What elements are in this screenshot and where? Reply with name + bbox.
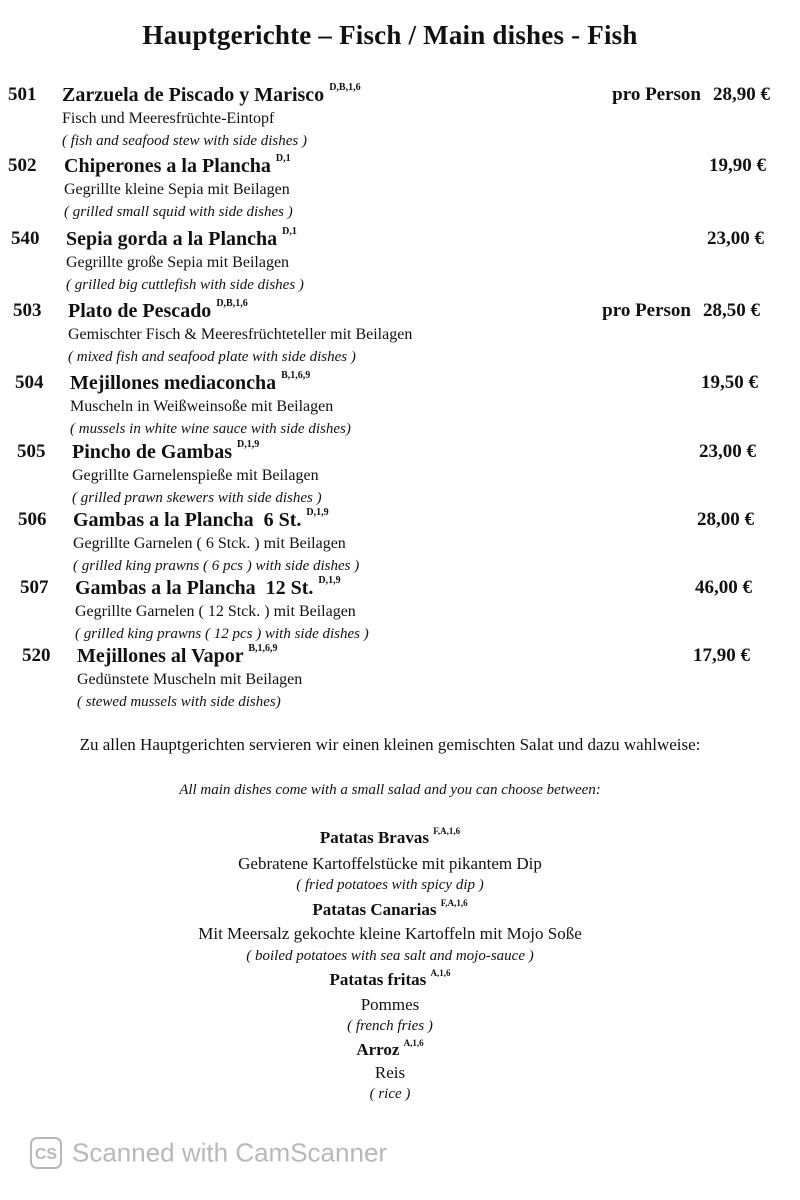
item-number: 502 [8,155,37,176]
item-price: 28,00 € [697,509,754,530]
allergen-codes: B,1,6,9 [248,643,278,655]
item-price: 23,00 € [699,441,756,462]
item-name: Mejillones mediaconcha $^{B,1,6,9}$ [70,370,311,394]
item-description-de: Gegrillte Garnelen ( 12 Stck. ) mit Beilagen [75,603,356,620]
item-description-de: Gegrillte große Sepia mit Beilagen [66,254,290,271]
item-number: 520 [22,645,51,666]
item-price: 17,90 € [693,645,750,666]
item-description-en: ( grilled king prawns ( 6 pcs ) with side dishes ) [73,558,360,574]
item-description-en: ( grilled big cuttlefish with side dishes ) [66,277,304,293]
side-dish-note-en: All main dishes come with a small salad and you can choose between: [179,782,601,798]
allergen-codes: D,1 [275,153,291,165]
item-description-en: ( grilled small squid with side dishes ) [64,204,293,220]
item-price: 46,00 € [695,577,752,598]
item-number: 504 [15,372,44,393]
side-name: Patatas Bravas $^{F,A,1,6}$ [319,826,461,847]
allergen-codes: D,1 [282,226,297,238]
item-price: 19,50 € [701,372,758,393]
item-number: 507 [20,577,49,598]
item-description-de: Gedünstete Muscheln mit Beilagen [77,671,303,688]
item-description-en: ( fish and seafood stew with side dishes ) [62,133,307,149]
item-name: Mejillones al Vapor $^{B,1,6,9}$ [77,643,278,667]
side-name: Patatas Canarias $^{F,A,1,6}$ [312,898,468,919]
item-description-de: Gemischter Fisch & Meeresfrüchteteller mit Beilagen [68,326,413,343]
item-name: Sepia gorda a la Plancha $^{D,1}$ [66,226,297,250]
item-name: Zarzuela de Piscado y Marisco $^{D,B,1,6}$ [62,82,361,106]
item-price: pro Person 28,90 € [612,84,770,105]
item-name: Pincho de Gambas $^{D,1,9}$ [72,439,260,463]
item-description-en: ( stewed mussels with side dishes) [77,694,281,710]
watermark-text: Scanned with CamScanner [72,1137,388,1168]
side-name: Arroz $^{A,1,6}$ [356,1038,424,1059]
side-dish-note-de: Zu allen Hauptgerichten servieren wir einen kleinen gemischten Salat und dazu wahlweise: [79,735,701,754]
allergen-codes: A,1,6 [403,1038,424,1049]
item-description-en: ( grilled prawn skewers with side dishes ) [72,490,322,506]
item-name: Gambas a la Plancha 12 St. $^{D,1,9}$ [75,575,341,599]
item-description-de: Fisch und Meeresfrüchte-Eintopf [62,110,275,127]
item-description-de: Muscheln in Weißweinsoße mit Beilagen [70,398,334,415]
side-description-en: ( rice ) [369,1086,411,1102]
item-number: 503 [13,300,42,321]
item-name: Plato de Pescado $^{D,B,1,6}$ [68,298,248,322]
side-description-en: ( boiled potatoes with sea salt and mojo-sauce ) [246,948,534,964]
item-name: Gambas a la Plancha 6 St. $^{D,1,9}$ [73,507,329,531]
allergen-codes: F,A,1,6 [433,826,461,837]
item-number: 540 [11,228,40,249]
allergen-codes: F,A,1,6 [440,898,468,909]
item-description-en: ( mixed fish and seafood plate with side dishes ) [68,349,356,365]
item-price: 23,00 € [707,228,764,249]
allergen-codes: D,B,1,6 [329,82,361,94]
allergen-codes: D,B,1,6 [216,298,248,310]
item-description-de: Gegrillte Garnelen ( 6 Stck. ) mit Beilagen [73,535,346,552]
camscanner-logo-icon: CS [30,1137,62,1169]
item-price: pro Person 28,50 € [602,300,760,321]
side-description-en: ( french fries ) [347,1018,433,1034]
allergen-codes: D,1,9 [237,439,260,451]
page-title: Hauptgerichte – Fisch / Main dishes - Fish [142,20,638,50]
side-description-de: Reis [374,1063,406,1082]
item-description-en: ( mussels in white wine sauce with side dishes) [70,421,351,437]
side-description-de: Mit Meersalz gekochte kleine Kartoffeln mit Mojo Soße [198,924,582,943]
item-number: 506 [18,509,47,530]
side-description-de: Pommes [360,995,420,1014]
item-description-en: ( grilled king prawns ( 12 pcs ) with side dishes ) [75,626,369,642]
side-description-de: Gebratene Kartoffelstücke mit pikantem Dip [238,854,542,873]
allergen-codes: A,1,6 [430,968,451,979]
allergen-codes: B,1,6,9 [281,370,311,382]
item-number: 505 [17,441,46,462]
item-description-de: Gegrillte kleine Sepia mit Beilagen [64,181,290,198]
item-number: 501 [8,84,37,105]
allergen-codes: D,1,9 [318,575,341,587]
side-name: Patatas fritas $^{A,1,6}$ [329,968,451,989]
side-description-en: ( fried potatoes with spicy dip ) [296,877,484,893]
camscanner-watermark [30,1136,387,1172]
allergen-codes: D,1,9 [306,507,329,519]
item-name: Chiperones a la Plancha $^{D,1}$ [64,153,291,177]
item-description-de: Gegrillte Garnelenspieße mit Beilagen [72,467,319,484]
item-price: 19,90 € [709,155,766,176]
